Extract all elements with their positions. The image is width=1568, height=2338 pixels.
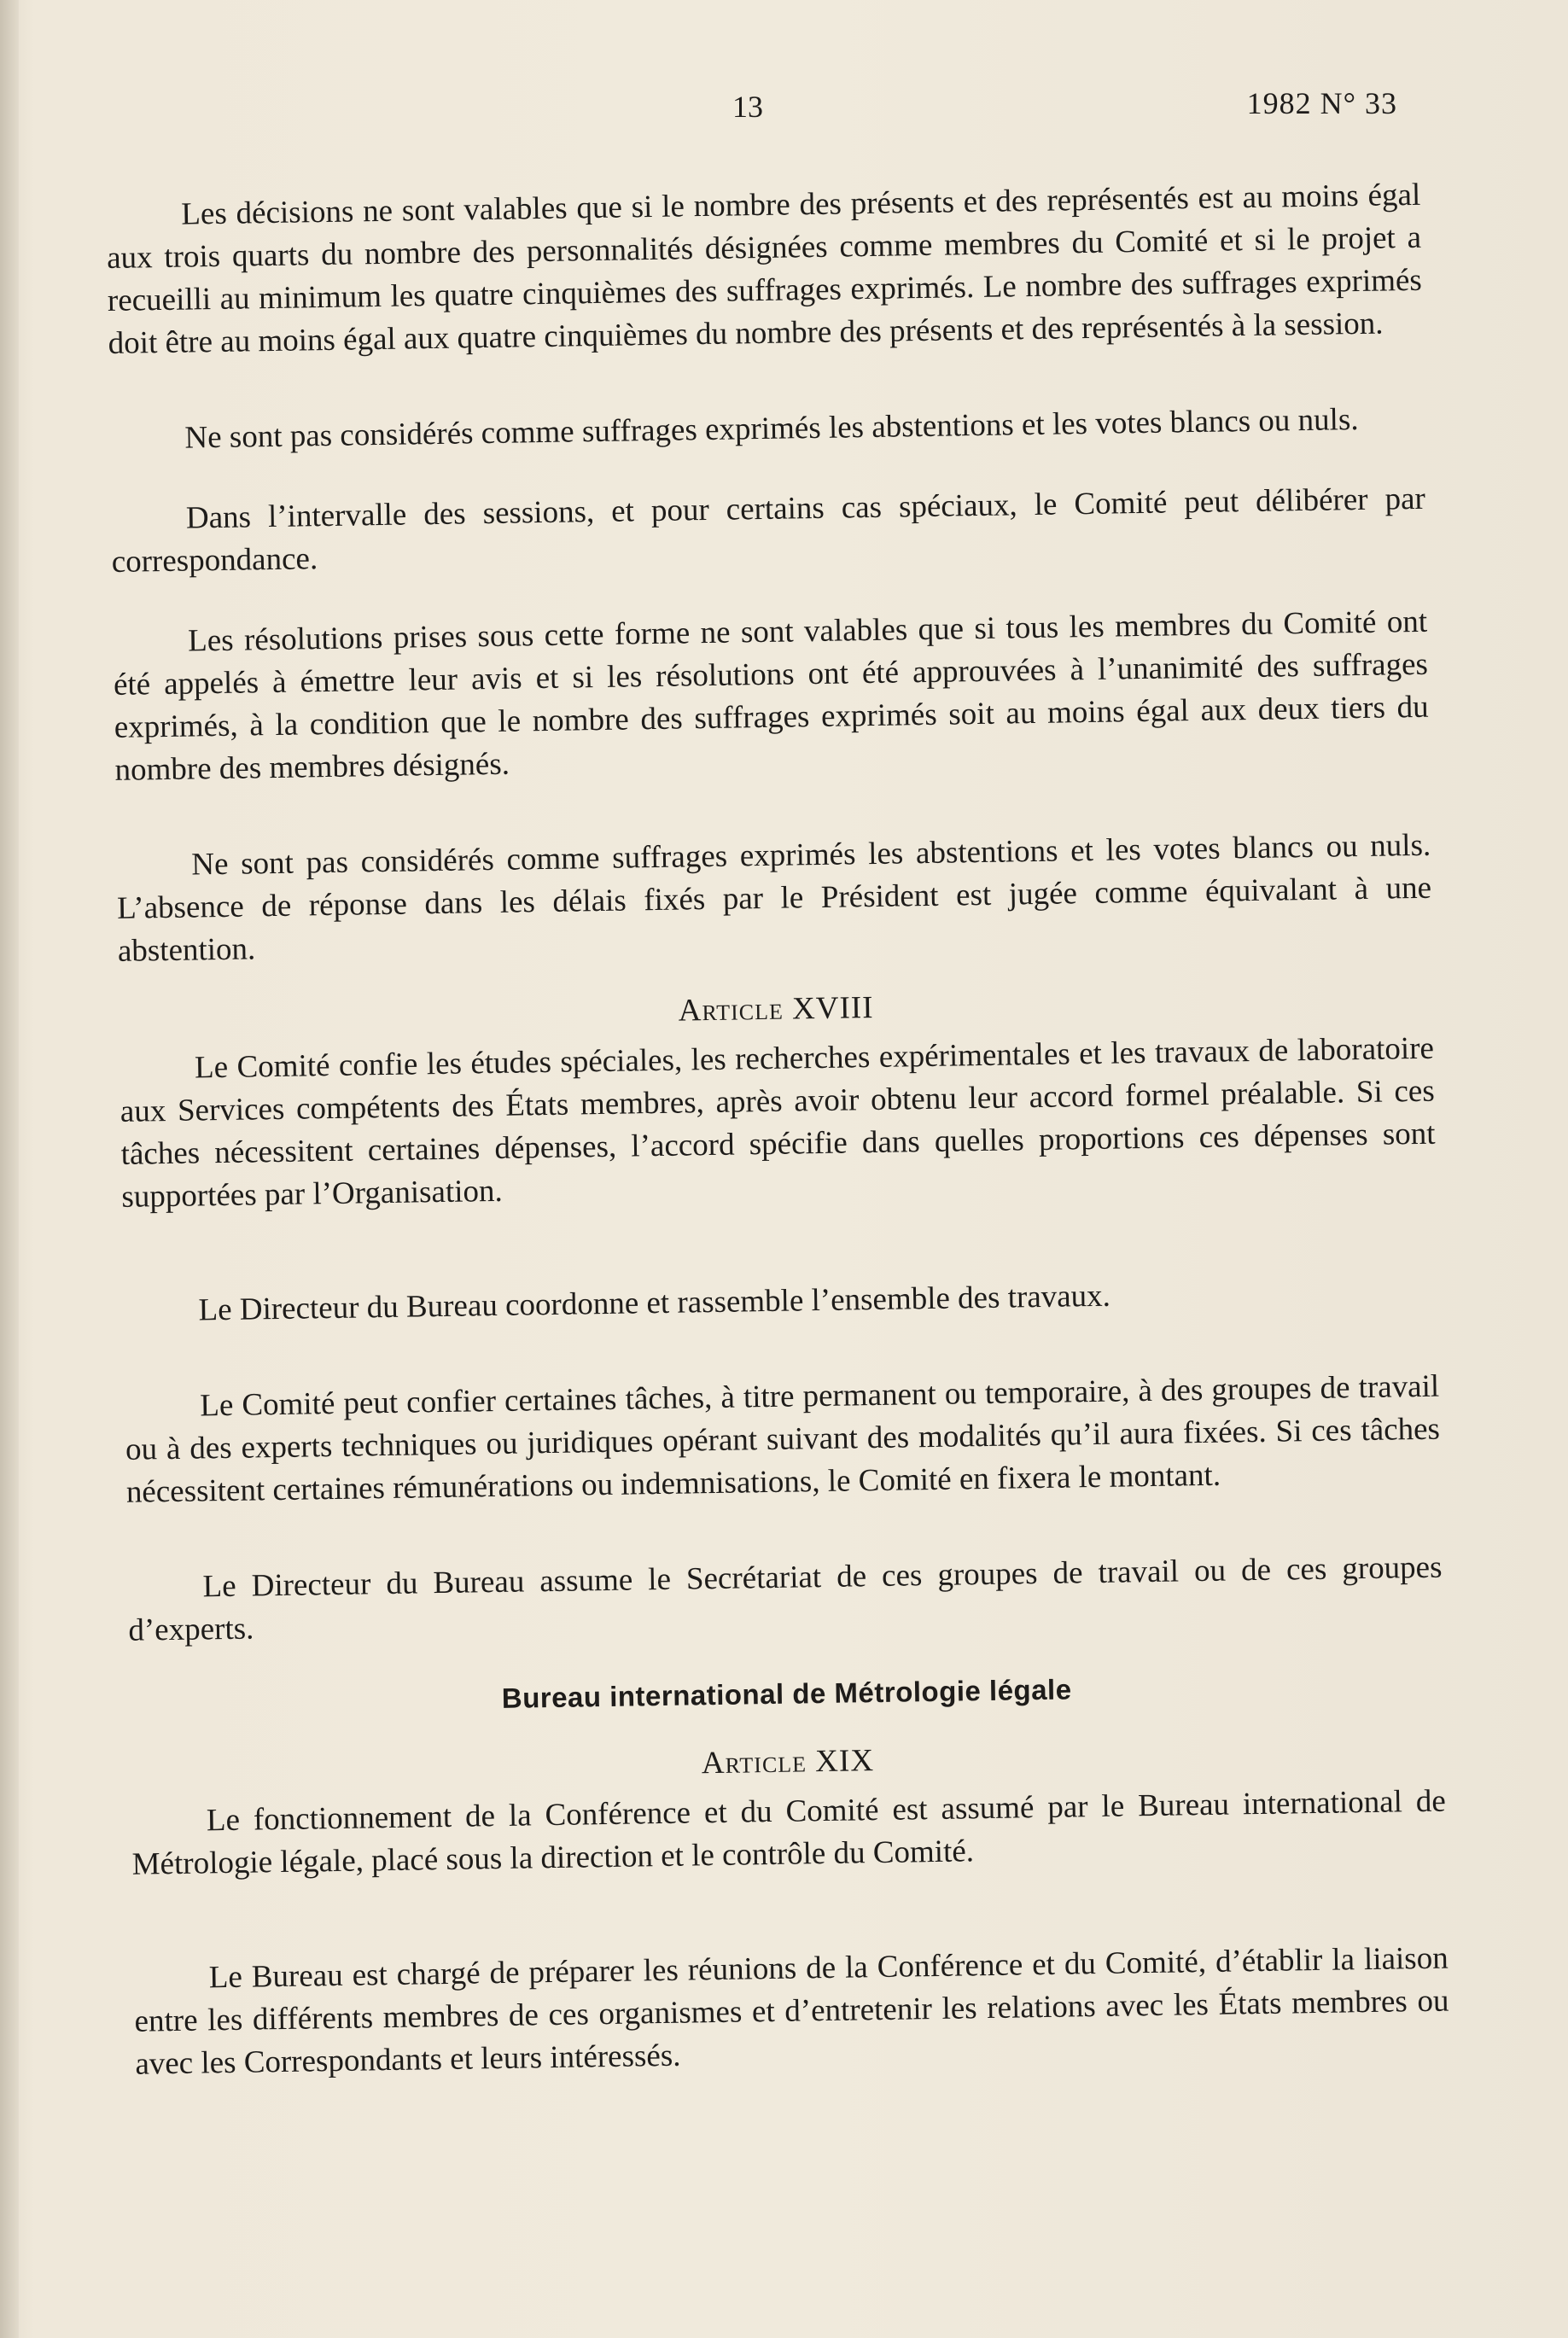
paragraph-decisions-validity: Les décisions ne sont valables que si le nombre des présents et des représentés est au moins égal aux trois quarts du nombre des personnalités désignées comme membres du Comité et si le projet a recueilli au minimum les quatre cinquièmes des suffrages exprimés. Le nombre des suffrages exprimés doit être au moins égal aux quatre cinquièmes du nombre des présents et des représentés à la session. [106,177,1423,361]
paragraph-secretariat: Le Directeur du Bureau assume le Secrétariat de ces groupes de travail ou de ces groupes d’experts. [128,1549,1443,1648]
paragraph-working-groups: Le Comité peut confier certaines tâches, à titre permanent ou temporaire, à des groupes de travail ou à des experts techniques ou juridiques opérant suivant des modalités qu’il aura fixées. Si ces tâches nécessitent certaines rémunérations ou indemnisations, le Comité en fixera le montant. [125,1368,1441,1510]
issue-label: 1982 N° 33 [1246,86,1397,120]
section-title-bureau: Bureau international de Métrologie légale [501,1673,1072,1714]
page-number: 13 [732,90,763,124]
paragraph-abstentions: Ne sont pas considérés comme suffrages exprimés les abstentions et les votes blancs ou nuls. [184,401,1359,456]
paragraph-director-coordination: Le Directeur du Bureau coordonne et rassemble l’ensemble des travaux. [198,1278,1111,1328]
page-body [106,174,1450,2086]
paragraph-special-studies: Le Comité confie les études spéciales, les recherches expérimentales et les travaux de laboratoire aux Services compétents des États membres, après avoir obtenu leur accord formel préalable. Si ces tâches nécessitent certaines dépenses, l’accord spécifie dans quelles proportions ces dépenses sont supportées par l’Organisation. [119,1030,1436,1215]
article-xviii-heading: Article XVIII [678,989,874,1029]
binding-gutter [0,0,19,2338]
paragraph-bureau-functioning: Le fonctionnement de la Conférence et du Comité est assumé par le Bureau international de Métrologie légale, placé sous la direction et le contrôle du Comité. [131,1783,1447,1882]
paragraph-correspondence: Dans l’intervalle des sessions, et pour certains cas spéciaux, le Comité peut délibérer par correspondance. [111,481,1426,580]
paragraph-bureau-duties: Le Bureau est chargé de préparer les réunions de la Conférence et du Comité, d’établir la liaison entre les différents membres de ces organismes et d’entretenir les relations avec les États membres ou avec les Correspondants et leurs intéressés. [134,1940,1449,2082]
page-header [0,85,1568,137]
article-xix-heading: Article XIX [701,1743,875,1781]
paragraph-resolutions: Les résolutions prises sous cette forme ne sont valables que si tous les membres du Comité ont été appelés à émettre leur avis et si les résolutions ont été approuvées à l’unanimité des suffrages exprimés, à la condition que le nombre des suffrages exprimés soit au moins égal aux deux tiers du nombre des membres désignés. [113,603,1429,788]
paragraph-abstentions-absence: Ne sont pas considérés comme suffrages exprimés les abstentions et les votes blancs ou nuls. L’absence de réponse dans les délais fixés par le Président est jugée comme équivalant à une abstention. [116,827,1432,969]
